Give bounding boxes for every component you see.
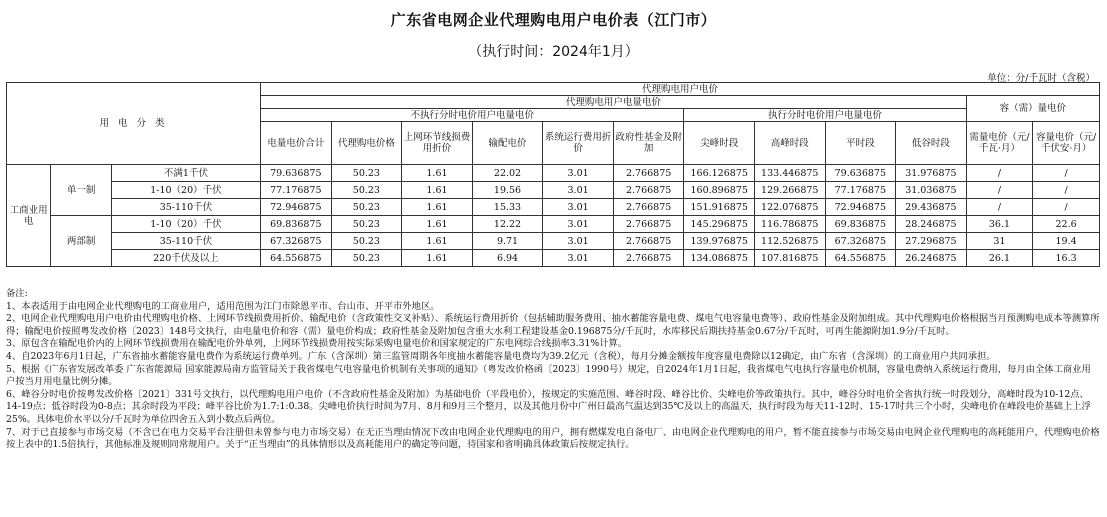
value-cell: 1.61 [402,199,473,216]
value-cell: 79.636875 [261,165,332,182]
value-cell: 2.766875 [613,182,684,199]
value-cell: 77.176875 [825,182,896,199]
table-row [7,199,1100,216]
value-cell: 69.836875 [261,216,332,233]
group-cell: 两部制 [51,216,111,267]
value-cell: 19.56 [472,182,543,199]
value-cell: 28.246875 [896,216,967,233]
value-cell: 79.636875 [825,165,896,182]
value-cell: 133.446875 [754,165,825,182]
value-cell: 1.61 [402,233,473,250]
value-cell: 2.766875 [613,165,684,182]
column-header: 系统运行费用折价 [543,122,614,165]
classification-header: 用 电 分 类 [7,83,261,165]
voltage-level-cell: 35-110千伏 [111,233,260,250]
value-cell: 31.976875 [896,165,967,182]
notes-heading: 备注: [6,288,28,299]
value-cell: 50.23 [331,182,402,199]
value-cell: 6.94 [472,250,543,267]
value-cell: / [1033,182,1100,199]
value-cell: 1.61 [402,216,473,233]
value-cell: 26.246875 [896,250,967,267]
value-cell: 1.61 [402,250,473,267]
value-cell: 166.126875 [684,165,755,182]
voltage-level-cell: 220千伏及以上 [111,250,260,267]
value-cell: 50.23 [331,233,402,250]
page-title: 广东省电网企业代理购电用户电价表（江门市） [390,11,717,29]
note-item: 1、本表适用于由电网企业代理购电的工商业用户，适用范围为江门市除恩平市、台山市、开平市外地区。 [6,300,440,312]
price-table [6,82,1100,267]
agency-user-price-header: 代理购电用户电价 [261,83,1100,96]
column-header: 低谷时段 [896,122,967,165]
value-cell: / [966,182,1033,199]
table-row [7,165,1100,182]
page-subtitle: （执行时间：2024年1月） [468,44,639,60]
agency-user-energy-price-header: 代理购电用户电量电价 [261,96,967,109]
value-cell: 9.71 [472,233,543,250]
value-cell: 67.326875 [261,233,332,250]
value-cell: 50.23 [331,199,402,216]
column-header: 平时段 [825,122,896,165]
value-cell: 72.946875 [261,199,332,216]
value-cell: 1.61 [402,182,473,199]
value-cell: 50.23 [331,216,402,233]
value-cell: 151.916875 [684,199,755,216]
column-header: 政府性基金及附加 [613,122,684,165]
value-cell: 107.816875 [754,250,825,267]
non-tou-header: 不执行分时电价用户电量电价 [261,109,684,122]
value-cell: / [966,199,1033,216]
value-cell: 19.4 [1033,233,1100,250]
value-cell: 15.33 [472,199,543,216]
value-cell: 116.786875 [754,216,825,233]
value-cell: 77.176875 [261,182,332,199]
value-cell: 2.766875 [613,199,684,216]
value-cell: 12.22 [472,216,543,233]
note-item: 4、自2023年6月1日起，广东省抽水蓄能容量电费作为系统运行费单列。广东（含深圳）第三监管周期各年度抽水蓄能容量电费均为39.2亿元（含税），每月分摊金额按年度容量电费除以12确定，由广东省（含深圳）的工商业用户共同承担。 [6,350,996,362]
table-row [7,182,1100,199]
capacity-price-header: 容（需）量电价 [966,96,1099,122]
value-cell: 22.6 [1033,216,1100,233]
value-cell: / [1033,165,1100,182]
value-cell: 64.556875 [825,250,896,267]
voltage-level-cell: 1-10（20）千伏 [111,182,260,199]
column-header: 代理购电价格 [331,122,402,165]
note-item: 2、电网企业代理购电用户电价由代理购电价格、上网环节线损费用折价、输配电价（含政策性交叉补贴）、系统运行费用折价（包括辅助服务费用、抽水蓄能容量电费、煤电气电容量电费等）、政府性基金及附加组成。其中代理购电价格根据当月预测购电成本等测算所得；输配电价按照粤发改价格〔2023〕148号文执行，由电量电价和容（需）量电价构成；政府性基金及附加包含重大水利工程建设基金0.196875分/千瓦时，水库移民后期扶持基金0.67分/千瓦时，可再生能源附加1.9分/千瓦时。 [6,313,1100,337]
value-cell: 1.61 [402,165,473,182]
tou-header: 执行分时电价用户电量电价 [684,109,966,122]
value-cell: / [966,165,1033,182]
value-cell: 2.766875 [613,250,684,267]
value-cell: 31 [966,233,1033,250]
value-cell: 129.266875 [754,182,825,199]
value-cell: 3.01 [543,182,614,199]
column-header: 电量电价合计 [261,122,332,165]
value-cell: 3.01 [543,199,614,216]
unit-label: 单位：分/千瓦时（含税） [987,73,1095,84]
table-row [7,250,1100,267]
category-cell: 工商业用电 [7,165,51,267]
value-cell: 72.946875 [825,199,896,216]
value-cell: / [1033,199,1100,216]
column-header: 容量电价（元/千伏安·月） [1033,122,1100,165]
value-cell: 27.296875 [896,233,967,250]
voltage-level-cell: 35-110千伏 [111,199,260,216]
column-header: 高峰时段 [754,122,825,165]
value-cell: 22.02 [472,165,543,182]
column-header: 尖峰时段 [684,122,755,165]
value-cell: 122.076875 [754,199,825,216]
value-cell: 50.23 [331,165,402,182]
value-cell: 69.836875 [825,216,896,233]
note-item: 5、根据《广东省发展改革委 广东省能源局 国家能源局南方监管局关于我省煤电气电容量电价机制有关事项的通知》（粤发改价格函〔2023〕1990号）规定，自2024年1月1日起，我省煤电气电执行容量电价机制，容量电费纳入系统运行费用，每月由全体工商业用户按当月用电量比例分摊。 [6,363,1091,388]
group-cell: 单一制 [51,165,111,216]
note-item: 6、峰谷分时电价按粤发改价格〔2021〕331号文执行，以代理购电用户电价（不含政府性基金及附加）为基础电价（平段电价），按规定的实施范围、峰谷时段、峰谷比价、尖峰电价等政策执行。其中，峰谷分时电价全省执行统一时段划分，高峰时段为10-12点、14-19点；低谷时段为0-8点；其余时段为平段；峰平谷比价为1.7:1:0.38。尖峰电价执行时间为7月、8月和9月三个整月，以及其他月份中广州日最高气温达到35℃及以上的高温天，执行时段为每天11-12时、15-17时共三个小时，尖峰电价在峰段电价基础上上浮25%。具体电价水平以分/千瓦时为单位四舍五入到小数点后两位。 [6,388,1091,425]
note-item: 3、原包含在输配电价内的上网环节线损费用在输配电价外单列，上网环节线损费用按实际采购电量电价和国家规定的广东电网综合线损率3.31%计算。 [6,338,628,350]
value-cell: 160.896875 [684,182,755,199]
value-cell: 145.296875 [684,216,755,233]
value-cell: 29.436875 [896,199,967,216]
value-cell: 3.01 [543,233,614,250]
value-cell: 31.036875 [896,182,967,199]
notes-section [6,288,1100,452]
column-header: 上网环节线损费用折价 [402,122,473,165]
voltage-level-cell: 1-10（20）千伏 [111,216,260,233]
value-cell: 67.326875 [825,233,896,250]
value-cell: 36.1 [966,216,1033,233]
value-cell: 2.766875 [613,216,684,233]
value-cell: 112.526875 [754,233,825,250]
table-row [7,233,1100,250]
value-cell: 16.3 [1033,250,1100,267]
voltage-level-cell: 不满1千伏 [111,165,260,182]
note-item: 7、对于已直接参与市场交易（不含已在电力交易平台注册但未曾参与电力市场交易）在无正当理由情况下改由电网企业代理购电的用户，拥有燃煤发电自备电厂、由电网企业代理购电的用户，暂不能直接参与市场交易由电网企业代理购电的高耗能用户，代理购电价格按上表中的1.5倍执行，其他标准及规则同常规用户。关于“正当理由”的具体情形以及高耗能用户的确定等问题，待国家和省明确具体政策后按规定执行。 [6,426,1100,451]
value-cell: 64.556875 [261,250,332,267]
value-cell: 139.976875 [684,233,755,250]
value-cell: 3.01 [543,216,614,233]
value-cell: 26.1 [966,250,1033,267]
column-header: 输配电价 [472,122,543,165]
value-cell: 134.086875 [684,250,755,267]
value-cell: 2.766875 [613,233,684,250]
column-header: 需量电价（元/千瓦·月） [966,122,1033,165]
value-cell: 3.01 [543,165,614,182]
value-cell: 50.23 [331,250,402,267]
table-row [7,216,1100,233]
value-cell: 3.01 [543,250,614,267]
